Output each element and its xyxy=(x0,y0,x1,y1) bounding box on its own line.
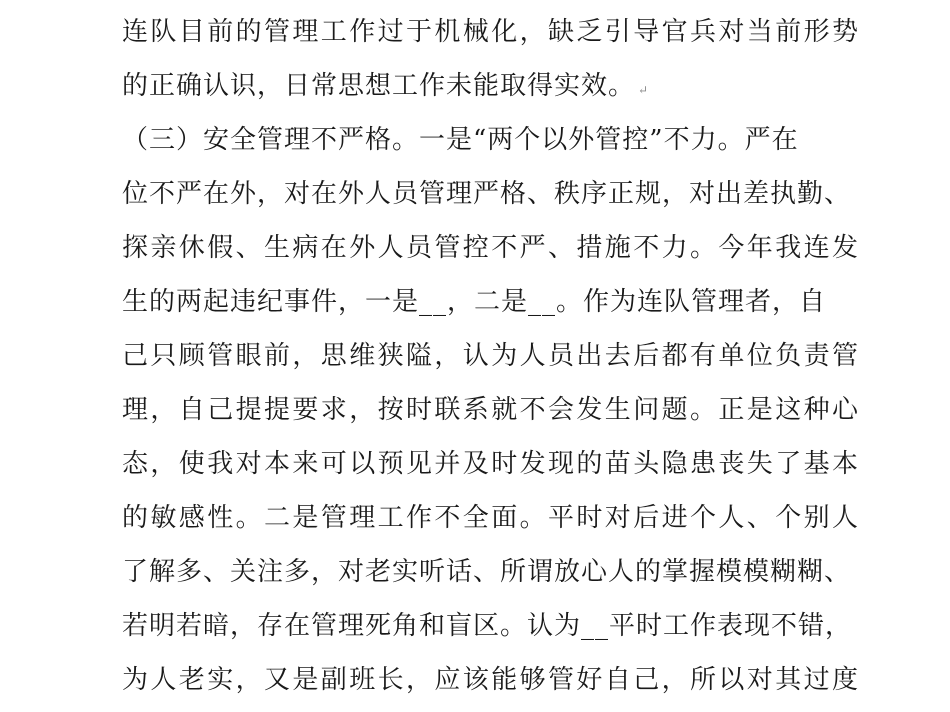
paragraph-mark-icon: ↵ xyxy=(638,83,650,97)
text-line-13: 为人老实，又是副班长，应该能够管好自己，所以对其过度 xyxy=(122,665,861,695)
text-line-2 xyxy=(122,66,842,106)
text-line-9: 态，使我对本来可以预见并及时发现的苗头隐患丧失了基本 xyxy=(122,449,861,479)
text-line-3: （三）安全管理不严格。一是“两个以外管控”不力。严在 xyxy=(122,125,799,155)
text-line-10: 的敏感性。二是管理工作不全面。平时对后进个人、个别人 xyxy=(122,503,861,533)
text-line-1: 连队目前的管理工作过于机械化，缺乏引导官兵对当前形势 xyxy=(122,17,861,47)
text-line-12: 若明若暗，存在管理死角和盲区。认为__平时工作表现不错， xyxy=(122,611,853,641)
text-line-5: 探亲休假、生病在外人员管控不严、措施不力。今年我连发 xyxy=(122,233,861,263)
text-line-11: 了解多、关注多，对老实听话、所谓放心人的掌握模模糊糊、 xyxy=(122,557,852,587)
text-line-7: 己只顾管眼前，思维狭隘，认为人员出去后都有单位负责管 xyxy=(122,341,861,371)
text-line-4: 位不严在外，对在外人员管理严格、秩序正规，对出差执勤、 xyxy=(122,179,852,209)
text-line-6: 生的两起违纪事件，一是__，二是__。作为连队管理者，自 xyxy=(122,287,827,317)
text-line-8: 理，自己提提要求，按时联系就不会发生问题。正是这种心 xyxy=(122,395,861,425)
text-line-2-content: 的正确认识，日常思想工作未能取得实效。 xyxy=(122,71,636,101)
